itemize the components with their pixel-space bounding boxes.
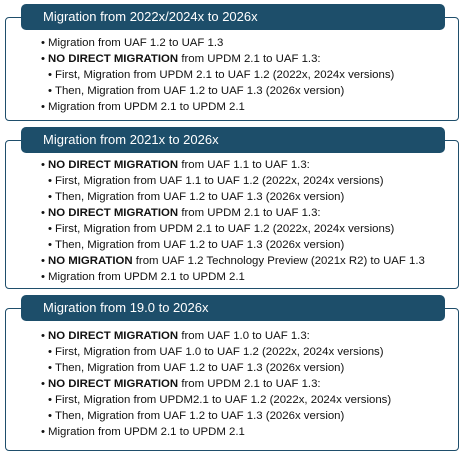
list-item bbox=[41, 51, 455, 67]
bullet-icon: • bbox=[41, 378, 45, 390]
item-text: Then, Migration from UAF 1.2 to UAF 1.3 (2026x version) bbox=[55, 410, 345, 422]
bullet-icon: • bbox=[41, 426, 45, 438]
list-item bbox=[41, 253, 455, 269]
list-item bbox=[41, 205, 455, 221]
bullet-icon: • bbox=[48, 394, 52, 406]
bullet-icon: • bbox=[48, 223, 52, 235]
list-item bbox=[41, 328, 455, 344]
bullet-icon: • bbox=[48, 191, 52, 203]
item-text: Then, Migration from UAF 1.2 to UAF 1.3 (2026x version) bbox=[55, 85, 345, 97]
list-subitem bbox=[41, 392, 455, 408]
bullet-icon: • bbox=[41, 330, 45, 342]
item-list bbox=[41, 35, 455, 115]
bullet-icon: • bbox=[41, 101, 45, 113]
bullet-icon: • bbox=[41, 37, 45, 49]
list-item bbox=[41, 269, 455, 285]
section-header: Migration from 2022x/2024x to 2026x bbox=[21, 4, 445, 30]
bullet-icon: • bbox=[41, 271, 45, 283]
list-subitem bbox=[41, 344, 455, 360]
list-item bbox=[41, 376, 455, 392]
list-subitem bbox=[41, 237, 455, 253]
item-text: from UAF 1.0 to UAF 1.3: bbox=[178, 330, 310, 342]
item-text: Migration from UPDM 2.1 to UPDM 2.1 bbox=[48, 271, 245, 283]
list-subitem bbox=[41, 67, 455, 83]
item-bold-text: NO DIRECT MIGRATION bbox=[48, 207, 179, 219]
bullet-icon: • bbox=[41, 159, 45, 171]
bullet-icon: • bbox=[48, 175, 52, 187]
bullet-icon: • bbox=[48, 239, 52, 251]
item-text: from UPDM 2.1 to UAF 1.3: bbox=[178, 53, 321, 65]
item-text: from UAF 1.2 Technology Preview (2021x R2) to UAF 1.3 bbox=[132, 255, 425, 267]
list-subitem bbox=[41, 360, 455, 376]
item-bold-text: NO DIRECT MIGRATION bbox=[48, 378, 179, 390]
list-subitem bbox=[41, 189, 455, 205]
section-header: Migration from 2021x to 2026x bbox=[21, 127, 445, 153]
list-item bbox=[41, 35, 455, 51]
item-text: Then, Migration from UAF 1.2 to UAF 1.3 (2026x version) bbox=[55, 191, 345, 203]
list-item bbox=[41, 157, 455, 173]
item-text: Migration from UPDM 2.1 to UPDM 2.1 bbox=[48, 101, 245, 113]
list-subitem bbox=[41, 173, 455, 189]
item-text: from UAF 1.1 to UAF 1.3: bbox=[178, 159, 310, 171]
migration-section-19-0 bbox=[5, 295, 459, 451]
item-bold-text: NO DIRECT MIGRATION bbox=[48, 159, 179, 171]
item-text: First, Migration from UAF 1.0 to UAF 1.2 (2022x, 2024x versions) bbox=[55, 346, 384, 358]
bullet-icon: • bbox=[48, 85, 52, 97]
list-item bbox=[41, 99, 455, 115]
item-text: Then, Migration from UAF 1.2 to UAF 1.3 (2026x version) bbox=[55, 239, 345, 251]
item-bold-text: NO DIRECT MIGRATION bbox=[48, 330, 179, 342]
item-text: First, Migration from UPDM 2.1 to UAF 1.2 (2022x, 2024x versions) bbox=[55, 69, 395, 81]
list-subitem bbox=[41, 83, 455, 99]
item-text: Migration from UAF 1.2 to UAF 1.3 bbox=[48, 37, 224, 49]
migration-section-2021x bbox=[5, 127, 459, 289]
migration-section-2022x-2024x bbox=[5, 4, 459, 121]
item-bold-text: NO MIGRATION bbox=[48, 255, 133, 267]
item-bold-text: NO DIRECT MIGRATION bbox=[48, 53, 179, 65]
bullet-icon: • bbox=[48, 346, 52, 358]
item-text: First, Migration from UPDM2.1 to UAF 1.2 (2022x, 2024x versions) bbox=[55, 394, 392, 406]
bullet-icon: • bbox=[48, 362, 52, 374]
item-text: Migration from UPDM 2.1 to UPDM 2.1 bbox=[48, 426, 245, 438]
list-subitem bbox=[41, 221, 455, 237]
item-list bbox=[41, 328, 455, 440]
bullet-icon: • bbox=[48, 69, 52, 81]
item-text: First, Migration from UPDM 2.1 to UAF 1.2 (2022x, 2024x versions) bbox=[55, 223, 395, 235]
item-text: from UPDM 2.1 to UAF 1.3: bbox=[178, 378, 321, 390]
section-header: Migration from 19.0 to 2026x bbox=[21, 295, 445, 321]
item-text: First, Migration from UAF 1.1 to UAF 1.2 (2022x, 2024x versions) bbox=[55, 175, 384, 187]
list-subitem bbox=[41, 408, 455, 424]
bullet-icon: • bbox=[41, 255, 45, 267]
item-list bbox=[41, 157, 455, 285]
item-text: from UPDM 2.1 to UAF 1.3: bbox=[178, 207, 321, 219]
bullet-icon: • bbox=[41, 53, 45, 65]
list-item bbox=[41, 424, 455, 440]
item-text: Then, Migration from UAF 1.2 to UAF 1.3 (2026x version) bbox=[55, 362, 345, 374]
bullet-icon: • bbox=[48, 410, 52, 422]
bullet-icon: • bbox=[41, 207, 45, 219]
